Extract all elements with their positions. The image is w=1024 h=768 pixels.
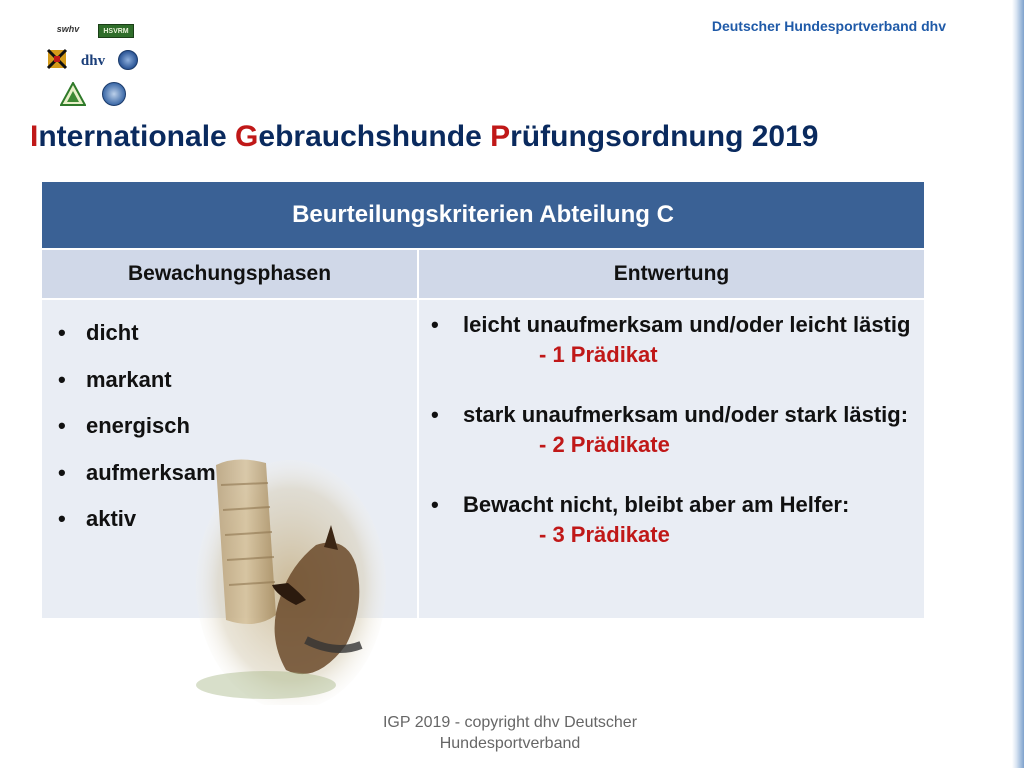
round-club-logo-icon [102,82,126,106]
bullet: • [431,402,439,427]
hsvrm-logo: HSVRM [98,24,134,38]
list-item: • energisch [58,413,190,438]
bullet: • [431,312,439,337]
entwertung-list [419,300,924,550]
organization-name: Deutscher Hundesportverband dhv [711,18,946,34]
penalty-text: - 1 Prädikat [539,342,658,367]
flag-icon [46,48,68,70]
dog-bite-sleeve-photo [196,455,386,705]
dhv-logo: dhv [80,52,106,69]
swhv-logo: swhv [56,24,80,34]
list-item [431,400,924,460]
list-item: • aufmerksam [58,459,216,485]
triangle-logo-icon [60,82,86,106]
slide-edge-gradient [1012,0,1024,768]
spacer [431,370,924,400]
entwertung-cell [419,300,924,618]
list-item [431,310,924,370]
page-title: Internationale Gebrauchshunde Prüfungsordnung 2019 [30,120,819,153]
table-heading: Beurteilungskriterien Abteilung C [42,182,924,248]
column-header-entwertung: Entwertung [419,250,924,298]
bullet: • [58,366,66,392]
criterion-text: Bewacht nicht, bleibt aber am Helfer: [463,492,850,517]
bullet: • [58,320,66,345]
bullet: • [58,506,66,531]
list-item: • aktiv [58,506,137,531]
list-item: • dicht [58,320,139,345]
criterion-text: leicht unaufmerksam und/oder leicht lästig [463,312,911,337]
column-header-phases: Bewachungsphasen [42,250,417,298]
bullet: • [431,492,439,517]
list-item: • markant [58,366,172,392]
club-logos [36,20,146,112]
spacer [431,460,924,490]
criterion-text: stark unaufmerksam und/oder stark lästig: [463,402,909,427]
penalty-text: - 2 Prädikate [539,432,670,457]
footer-copyright: IGP 2019 - copyright dhv Deutscher Hundesportverband [382,714,638,752]
round-club-logo-icon [118,50,138,70]
penalty-text: - 3 Prädikate [539,522,670,547]
list-item [431,490,924,550]
bullet: • [58,459,66,485]
criteria-table [42,182,924,618]
bullet: • [58,413,66,438]
